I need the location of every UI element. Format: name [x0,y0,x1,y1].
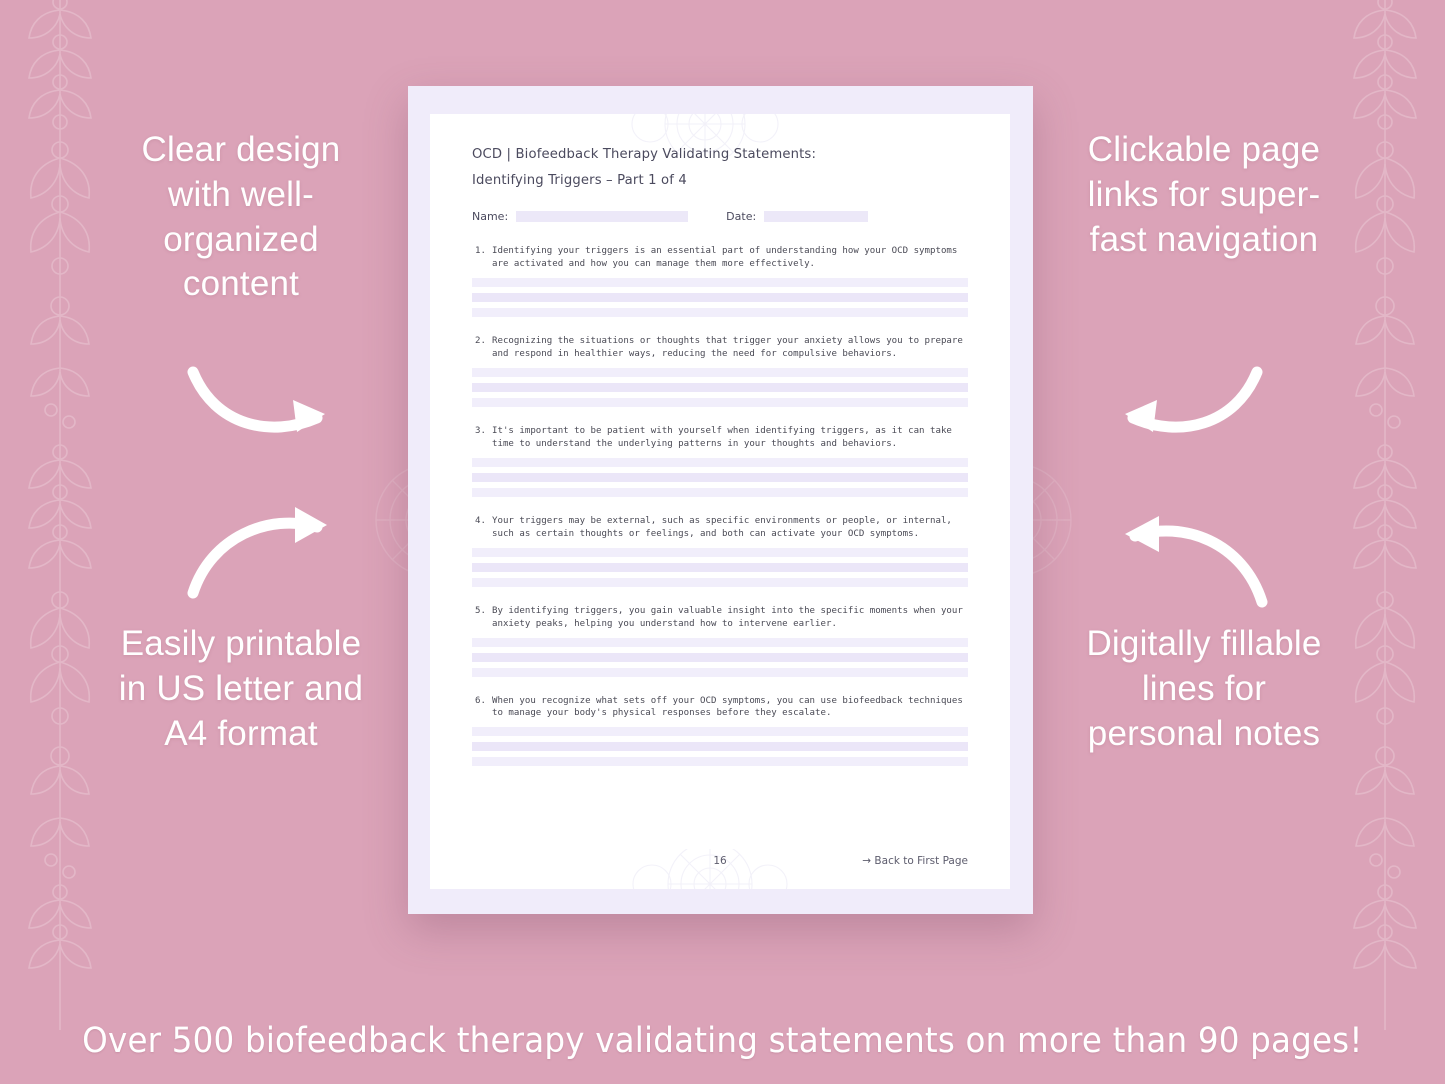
fillable-lines[interactable] [472,727,968,766]
list-item [472,515,968,587]
annotation-clear-design: Clear design with well-organized content [141,130,341,304]
floral-sprig-icon [5,590,115,740]
item-text: When you recognize what sets off your OCD symptoms, you can use biofeedback techniques to manage your body's physical responses before they escalate. [492,695,963,719]
item-number: 3. [475,426,486,437]
back-to-first-page-link[interactable]: → Back to First Page [862,855,968,867]
floral-sprig-icon [1330,440,1440,590]
fillable-lines[interactable] [472,548,968,587]
date-input[interactable] [764,211,868,222]
fillable-line[interactable] [472,398,968,407]
fillable-lines[interactable] [472,368,968,407]
fillable-line[interactable] [472,653,968,662]
list-item [472,605,968,677]
name-input[interactable] [516,211,688,222]
item-text: Your triggers may be external, such as specific environments or people, or internal, such as certain thoughts or feelings, and both can activate your OCD symptoms. [492,515,952,539]
floral-sprig-icon [5,440,115,590]
annotation-printable: Easily printable in US letter and A4 format [118,624,364,753]
fillable-line[interactable] [472,473,968,482]
document-meta-row [472,210,968,223]
item-number: 5. [475,605,486,616]
item-number: 6. [475,695,486,706]
fillable-line[interactable] [472,383,968,392]
fillable-line[interactable] [472,757,968,766]
document-title [472,142,968,193]
document-title-line-2: Identifying Triggers – Part 1 of 4 [472,172,687,188]
curved-arrow-left-icon [1105,512,1270,617]
floral-sprig-icon [5,290,115,440]
promo-banner-text: Over 500 biofeedback therapy validating statements on more than 90 pages! [82,1021,1363,1061]
floral-sprig-icon [1330,290,1440,440]
fillable-lines[interactable] [472,458,968,497]
item-text: Identifying your triggers is an essential part of understanding how your OCD symptoms are activated and how you can manage them more effectively. [492,246,958,270]
fillable-line[interactable] [472,578,968,587]
floral-sprig-icon [5,140,115,290]
floral-sprig-icon [5,0,115,140]
floral-sprig-icon [1330,740,1440,890]
annotation-fillable-lines: Digitally fillable lines for personal notes [1086,624,1322,753]
annotation-clickable-links: Clickable page links for super-fast navigation [1087,130,1321,259]
fillable-line[interactable] [472,278,968,287]
list-item [472,425,968,497]
curved-arrow-left-icon [1105,352,1265,442]
fillable-line[interactable] [472,638,968,647]
document-footer [472,855,968,867]
fillable-line[interactable] [472,308,968,317]
floral-band-right [1325,0,1445,1084]
fillable-lines[interactable] [472,278,968,317]
floral-sprig-icon [1330,140,1440,290]
curved-arrow-right-icon [185,505,345,610]
item-number: 4. [475,515,486,526]
fillable-line[interactable] [472,368,968,377]
list-item [472,335,968,407]
floral-sprig-icon [1330,0,1440,140]
list-item [472,695,968,767]
name-label: Name: [472,210,509,224]
document-preview[interactable] [408,86,1033,914]
item-number: 2. [475,336,486,347]
document-title-line-1: OCD | Biofeedback Therapy Validating Statements: [472,147,817,162]
document-page [430,114,1010,889]
date-label: Date: [726,210,757,224]
fillable-line[interactable] [472,727,968,736]
fillable-line[interactable] [472,563,968,572]
fillable-lines[interactable] [472,638,968,677]
fillable-line[interactable] [472,293,968,302]
item-text: It's important to be patient with yourself when identifying triggers, as it can take time to understand the underlying patterns in your thoughts and behaviors. [492,426,952,449]
promo-banner [0,998,1445,1084]
statement-list [472,245,968,766]
fillable-line[interactable] [472,548,968,557]
item-text: By identifying triggers, you gain valuable insight into the specific moments when your anxiety peaks, helping you understand how to intervene earlier. [492,605,963,629]
fillable-line[interactable] [472,458,968,467]
item-number: 1. [475,246,486,257]
fillable-line[interactable] [472,488,968,497]
floral-sprig-icon [1330,590,1440,740]
page-number: 16 [713,855,727,867]
floral-sprig-icon [5,740,115,890]
fillable-line[interactable] [472,668,968,677]
item-text: Recognizing the situations or thoughts that trigger your anxiety allows you to prepare and respond in healthier ways, reducing the need for compulsive behaviors. [492,336,963,360]
fillable-line[interactable] [472,742,968,751]
curved-arrow-right-icon [185,352,345,442]
floral-band-left [0,0,120,1084]
list-item [472,245,968,317]
